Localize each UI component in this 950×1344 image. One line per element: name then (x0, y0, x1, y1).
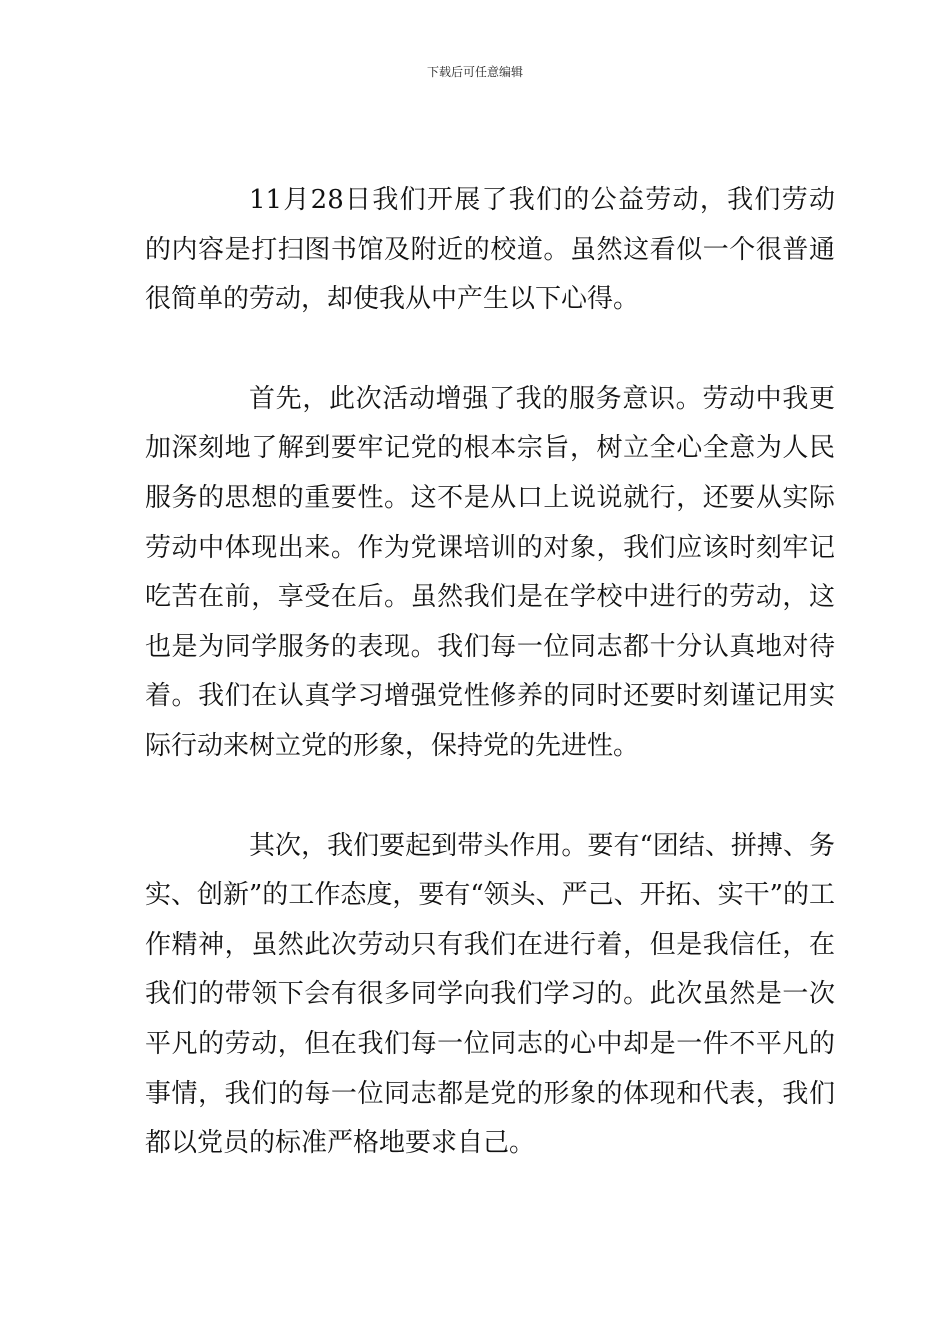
paragraph-leading-role: 其次，我们要起到带头作用。要有“团结、拼搏、务实、创新”的工作态度，要有“领头、严己、开拓、实干”的工作精神，虽然此次劳动只有我们在进行着，但是我信任，在我们的带领下会有很多同学向我们学习的。此次虽然是一次平凡的劳动，但在我们每一位同志的心中却是一件不平凡的事情，我们的每一位同志都是党的形象的体现和代表，我们都以党员的标准严格地要求自己。 (145, 830, 835, 1159)
page-header: 下载后可任意编辑 (426, 65, 523, 79)
paragraph-intro: 11月28日我们开展了我们的公益劳动，我们劳动的内容是打扫图书馆及附近的校道。虽然这看似一个很普通很简单的劳动，却使我从中产生以下心得。 (145, 185, 835, 315)
paragraph-service-awareness: 首先，此次活动增强了我的服务意识。劳动中我更加深刻地了解到要牢记党的根本宗旨，树立全心全意为人民服务的思想的重要性。这不是从口上说说就行，还要从实际劳动中体现出来。作为党课培训的对象，我们应该时刻牢记吃苦在前，享受在后。虽然我们是在学校中进行的劳动，这也是为同学服务的表现。我们每一位同志都十分认真地对待着。我们在认真学习增强党性修养的同时还要时刻谨记用实际行动来树立党的形象，保持党的先进性。 (145, 383, 835, 761)
document-body (145, 176, 835, 1169)
